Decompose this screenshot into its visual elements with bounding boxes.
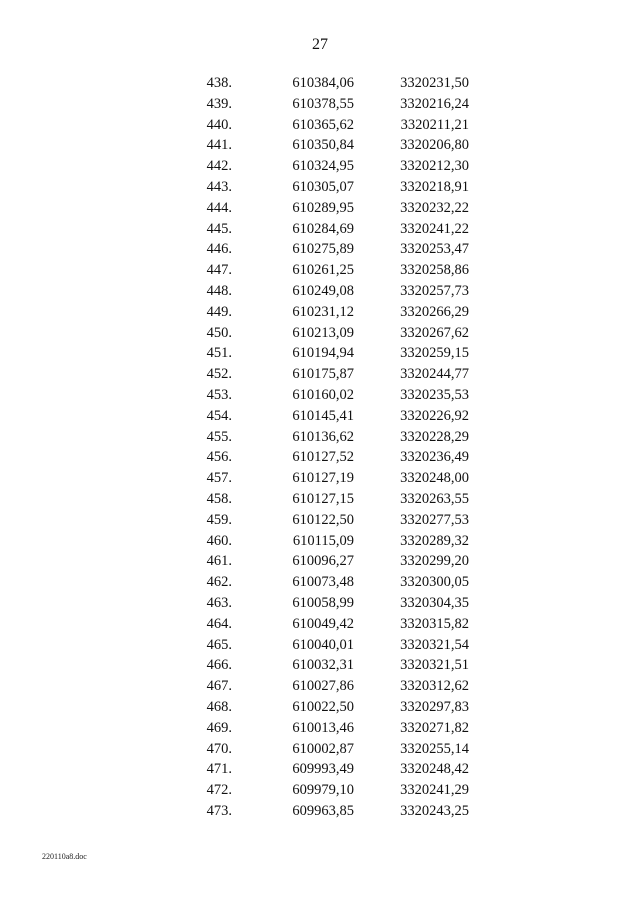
table-row xyxy=(192,427,469,448)
y-coordinate-cell: 3320235,53 xyxy=(400,386,469,403)
x-coordinate-cell: 610013,46 xyxy=(292,719,354,736)
point-number-cell: 446. xyxy=(206,241,232,258)
x-coordinate-cell: 610275,89 xyxy=(292,241,354,258)
y-coordinate-cell: 3320228,29 xyxy=(400,428,469,445)
y-coordinate-cell: 3320248,00 xyxy=(400,470,469,487)
x-coordinate-cell: 610127,52 xyxy=(292,449,354,466)
point-number-cell: 451. xyxy=(206,345,232,362)
x-coordinate-cell: 610127,15 xyxy=(292,490,354,507)
y-coordinate-cell: 3320212,30 xyxy=(400,158,469,175)
y-coordinate-cell: 3320231,50 xyxy=(400,75,469,91)
table-row xyxy=(192,73,469,94)
point-number-cell: 467. xyxy=(206,678,232,695)
point-number-cell: 471. xyxy=(206,761,232,778)
y-coordinate-cell: 3320253,47 xyxy=(400,241,469,258)
x-coordinate-cell: 610324,95 xyxy=(292,158,354,175)
y-coordinate-cell: 3320211,21 xyxy=(400,116,469,133)
point-number-cell: 465. xyxy=(206,636,232,653)
footer-filename: 220110a8.doc xyxy=(42,852,87,861)
table-row xyxy=(192,406,469,427)
x-coordinate-cell: 610127,19 xyxy=(292,470,354,487)
table-row xyxy=(192,489,469,510)
y-coordinate-cell: 3320244,77 xyxy=(400,366,469,383)
x-coordinate-cell: 609979,10 xyxy=(292,782,354,799)
point-number-cell: 442. xyxy=(206,158,232,175)
x-coordinate-cell: 610049,42 xyxy=(292,615,354,632)
table-row xyxy=(192,156,469,177)
table-row xyxy=(192,239,469,260)
x-coordinate-cell: 610213,09 xyxy=(292,324,354,341)
y-coordinate-cell: 3320243,25 xyxy=(400,802,469,819)
y-coordinate-cell: 3320263,55 xyxy=(400,490,469,507)
table-row xyxy=(192,281,469,302)
table-row xyxy=(192,801,469,822)
y-coordinate-cell: 3320236,49 xyxy=(400,449,469,466)
x-coordinate-cell: 610384,06 xyxy=(292,75,354,91)
table-row xyxy=(192,739,469,760)
table-row xyxy=(192,385,469,406)
point-number-cell: 459. xyxy=(206,511,232,528)
point-number-cell: 447. xyxy=(206,262,232,279)
y-coordinate-cell: 3320297,83 xyxy=(400,698,469,715)
point-number-cell: 445. xyxy=(206,220,232,237)
point-number-cell: 463. xyxy=(206,594,232,611)
table-row xyxy=(192,323,469,344)
table-row xyxy=(192,260,469,281)
x-coordinate-cell: 610040,01 xyxy=(292,636,354,653)
point-number-cell: 444. xyxy=(206,199,232,216)
point-number-cell: 462. xyxy=(206,574,232,591)
point-number-cell: 439. xyxy=(206,95,232,112)
point-number-cell: 470. xyxy=(206,740,232,757)
point-number-cell: 438. xyxy=(206,75,232,91)
point-number-cell: 455. xyxy=(206,428,232,445)
point-number-cell: 468. xyxy=(206,698,232,715)
table-row xyxy=(192,759,469,780)
x-coordinate-cell: 610289,95 xyxy=(292,199,354,216)
y-coordinate-cell: 3320315,82 xyxy=(400,615,469,632)
point-number-cell: 450. xyxy=(206,324,232,341)
table-row xyxy=(192,551,469,572)
point-number-cell: 461. xyxy=(206,553,232,570)
y-coordinate-cell: 3320321,54 xyxy=(400,636,469,653)
point-number-cell: 452. xyxy=(206,366,232,383)
x-coordinate-cell: 610027,86 xyxy=(292,678,354,695)
y-coordinate-cell: 3320258,86 xyxy=(400,262,469,279)
table-row xyxy=(192,655,469,676)
point-number-cell: 460. xyxy=(206,532,232,549)
x-coordinate-cell: 610122,50 xyxy=(292,511,354,528)
x-coordinate-cell: 610284,69 xyxy=(292,220,354,237)
table-row xyxy=(192,593,469,614)
point-number-cell: 448. xyxy=(206,282,232,299)
point-number-cell: 469. xyxy=(206,719,232,736)
y-coordinate-cell: 3320218,91 xyxy=(400,178,469,195)
x-coordinate-cell: 610136,62 xyxy=(292,428,354,445)
x-coordinate-cell: 610073,48 xyxy=(292,574,354,591)
x-coordinate-cell: 610305,07 xyxy=(292,178,354,195)
x-coordinate-cell: 610350,84 xyxy=(292,137,354,154)
y-coordinate-cell: 3320300,05 xyxy=(400,574,469,591)
table-row xyxy=(192,510,469,531)
point-number-cell: 449. xyxy=(206,303,232,320)
x-coordinate-cell: 610261,25 xyxy=(292,262,354,279)
x-coordinate-cell: 610115,09 xyxy=(292,532,354,549)
y-coordinate-cell: 3320257,73 xyxy=(400,282,469,299)
table-row xyxy=(192,302,469,323)
table-row xyxy=(192,635,469,656)
x-coordinate-cell: 610058,99 xyxy=(292,594,354,611)
x-coordinate-cell: 610231,12 xyxy=(292,303,354,320)
y-coordinate-cell: 3320271,82 xyxy=(400,719,469,736)
y-coordinate-cell: 3320299,20 xyxy=(400,553,469,570)
point-number-cell: 441. xyxy=(206,137,232,154)
y-coordinate-cell: 3320216,24 xyxy=(400,95,469,112)
y-coordinate-cell: 3320241,22 xyxy=(400,220,469,237)
table-row xyxy=(192,718,469,739)
x-coordinate-cell: 609993,49 xyxy=(292,761,354,778)
x-coordinate-cell: 610378,55 xyxy=(292,95,354,112)
point-number-cell: 456. xyxy=(206,449,232,466)
y-coordinate-cell: 3320277,53 xyxy=(400,511,469,528)
table-row xyxy=(192,115,469,136)
table-row xyxy=(192,676,469,697)
point-number-cell: 472. xyxy=(206,782,232,799)
table-row xyxy=(192,364,469,385)
table-row xyxy=(192,531,469,552)
point-number-cell: 454. xyxy=(206,407,232,424)
table-row xyxy=(192,780,469,801)
y-coordinate-cell: 3320259,15 xyxy=(400,345,469,362)
table-row xyxy=(192,135,469,156)
x-coordinate-cell: 610022,50 xyxy=(292,698,354,715)
y-coordinate-cell: 3320226,92 xyxy=(400,407,469,424)
x-coordinate-cell: 610194,94 xyxy=(292,345,354,362)
point-number-cell: 440. xyxy=(206,116,232,133)
y-coordinate-cell: 3320312,62 xyxy=(400,678,469,695)
x-coordinate-cell: 610032,31 xyxy=(292,657,354,674)
y-coordinate-cell: 3320304,35 xyxy=(400,594,469,611)
x-coordinate-cell: 609963,85 xyxy=(292,802,354,819)
coordinates-table-body xyxy=(192,73,469,822)
table-row xyxy=(192,94,469,115)
y-coordinate-cell: 3320255,14 xyxy=(400,740,469,757)
x-coordinate-cell: 610145,41 xyxy=(292,407,354,424)
table-row xyxy=(192,447,469,468)
y-coordinate-cell: 3320266,29 xyxy=(400,303,469,320)
coordinates-table xyxy=(192,73,469,822)
y-coordinate-cell: 3320206,80 xyxy=(400,137,469,154)
y-coordinate-cell: 3320241,29 xyxy=(400,782,469,799)
y-coordinate-cell: 3320289,32 xyxy=(400,532,469,549)
table-row xyxy=(192,177,469,198)
table-row xyxy=(192,572,469,593)
y-coordinate-cell: 3320321,51 xyxy=(400,657,469,674)
point-number-cell: 473. xyxy=(206,802,232,819)
point-number-cell: 466. xyxy=(206,657,232,674)
table-row xyxy=(192,614,469,635)
x-coordinate-cell: 610002,87 xyxy=(292,740,354,757)
x-coordinate-cell: 610175,87 xyxy=(292,366,354,383)
x-coordinate-cell: 610249,08 xyxy=(292,282,354,299)
x-coordinate-cell: 610160,02 xyxy=(292,386,354,403)
page-number: 27 xyxy=(312,36,328,53)
table-row xyxy=(192,468,469,489)
y-coordinate-cell: 3320232,22 xyxy=(400,199,469,216)
point-number-cell: 464. xyxy=(206,615,232,632)
table-row xyxy=(192,697,469,718)
x-coordinate-cell: 610365,62 xyxy=(292,116,354,133)
table-row xyxy=(192,343,469,364)
y-coordinate-cell: 3320248,42 xyxy=(400,761,469,778)
table-row xyxy=(192,198,469,219)
table-row xyxy=(192,219,469,240)
point-number-cell: 458. xyxy=(206,490,232,507)
point-number-cell: 443. xyxy=(206,178,232,195)
y-coordinate-cell: 3320267,62 xyxy=(400,324,469,341)
point-number-cell: 453. xyxy=(206,386,232,403)
point-number-cell: 457. xyxy=(206,470,232,487)
x-coordinate-cell: 610096,27 xyxy=(292,553,354,570)
